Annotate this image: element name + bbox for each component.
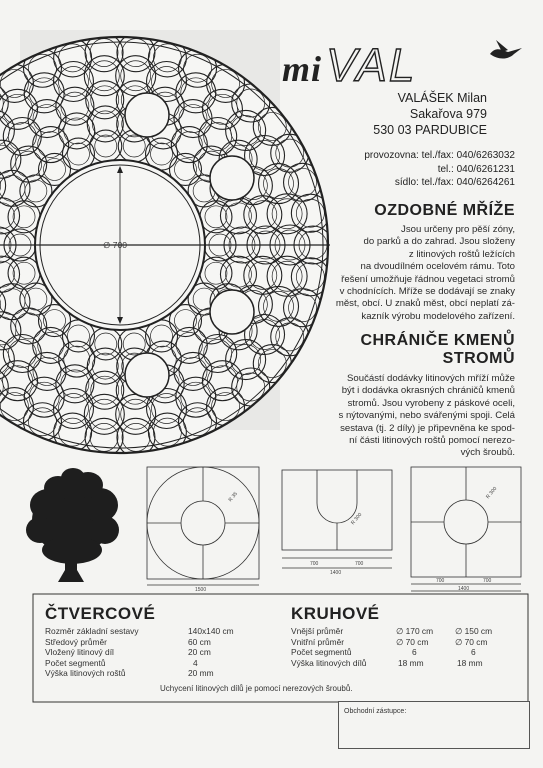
d3-left-label: 700 xyxy=(436,578,445,584)
dealer-stamp-box xyxy=(338,701,530,749)
table-round-title: KRUHOVÉ xyxy=(291,604,380,623)
paragraph-chranice: Součástí dodávky litinových mříží může být i dodávka okrasných chráničů kmenů stromů. Jsou vyrobeny z páskové oceli, s nýtovanými, nebo svářenými spoji. Celá sestava (tj. 2 díly) je připevněna ke spod- ní části litinových roštů pomocí nerezo- vých šroubů. xyxy=(338,373,515,459)
table-round-values-2: ∅ 150 cm ∅ 70 cm 6 18 mm xyxy=(455,626,493,668)
d2-radius-label: R 300 xyxy=(350,511,364,527)
d2-left-label: 700 xyxy=(310,561,319,567)
d3-radius-label: R 300 xyxy=(485,485,499,501)
tree-illustration xyxy=(26,468,119,582)
duck-icon xyxy=(488,38,524,64)
contact-line: provozovna: tel./fax: 040/6263032 xyxy=(364,150,515,161)
d2-total-label: 1400 xyxy=(330,570,342,576)
logo-val: VAL xyxy=(326,39,417,91)
table-square-values: 140x140 cm 60 cm 20 cm 4 20 mm xyxy=(188,626,234,679)
logo-mi: mi xyxy=(282,49,323,89)
contact-block xyxy=(364,149,515,190)
grate-diameter-label: ∅ 700 xyxy=(103,240,127,250)
d3-total-label: 1400 xyxy=(458,586,470,592)
d1-width-label: 1500 xyxy=(195,587,207,593)
company-city: 530 03 PARDUBICE xyxy=(373,123,487,137)
drawing-circle-square xyxy=(147,467,259,585)
drawing-half-square xyxy=(282,470,392,568)
d3-right-label: 700 xyxy=(483,578,492,584)
mival-logo xyxy=(282,38,416,92)
drawing-square-quarters xyxy=(411,467,521,591)
d2-right-label: 700 xyxy=(355,561,364,567)
table-round-rows: Vnější průměr Vnitřní průměr Počet segmentů Výška litinových dílů xyxy=(291,626,367,668)
contact-line: sídlo: tel./fax: 040/6264261 xyxy=(394,177,515,188)
company-address xyxy=(373,90,487,138)
fixing-note: Uchycení litinových dílů je pomocí nerezových šroubů. xyxy=(160,684,353,693)
d1-radius-label: R 35 xyxy=(227,491,239,503)
company-street: Sakařova 979 xyxy=(409,107,487,121)
table-square-title: ČTVERCOVÉ xyxy=(45,604,156,623)
heading-ozdobne-mrize: OZDOBNÉ MŘÍŽE xyxy=(374,202,515,219)
heading-chranice: CHRÁNIČE KMENŮ STROMŮ xyxy=(360,332,515,367)
company-name: VALÁŠEK Milan xyxy=(397,91,487,105)
dealer-label: Obchodní zástupce: xyxy=(344,708,407,715)
table-square-rows: Rozměr základní sestavy Středový průměr Vložený litinový díl Počet segmentů Výška litinových roštů xyxy=(45,626,139,679)
contact-line: tel.: 040/6261231 xyxy=(437,163,515,175)
paragraph-mrize: Jsou určeny pro pěší zóny, do parků a do zahrad. Jsou složeny z litinových roštů ležících na dvoudílném ocelovém rámu. Toto řešení umožňuje řádnou vegetaci stromů v chodnících. Mříže se dodávají se znaky měst, obcí. U znaků měst, obcí neplatí zá- kazník výrobu modelového zařízení. xyxy=(335,224,515,322)
table-round-values-1: ∅ 170 cm ∅ 70 cm 6 18 mm xyxy=(396,626,434,668)
